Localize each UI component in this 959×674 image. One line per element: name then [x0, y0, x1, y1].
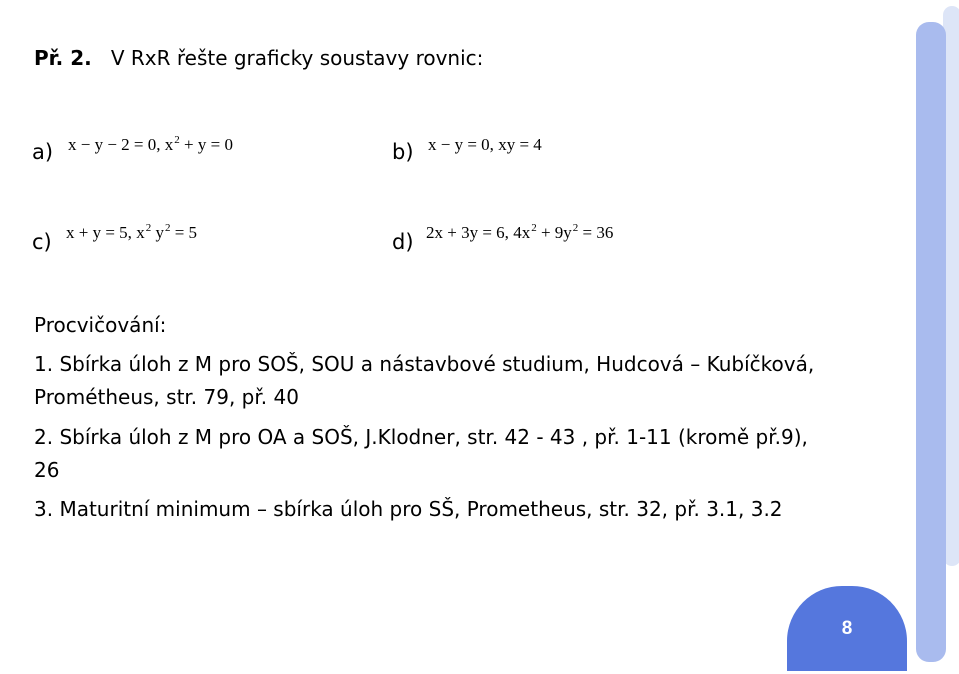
problem-b-label: b) — [392, 140, 414, 164]
problem-c-equation: x + y = 5, $x^2$ $y^2 = 5$ — [66, 222, 198, 242]
practice-item-2-line-2: 26 — [34, 458, 60, 482]
problem-b-equation: x − y = 0, xy = 4 — [428, 135, 542, 154]
title-prefix: Př. 2. — [34, 46, 92, 70]
slide-title — [34, 46, 483, 70]
title-text: V RxR řešte graficky soustavy rovnic: — [110, 46, 484, 70]
practice-heading: Procvičování: — [34, 313, 167, 337]
decor-bar-mid — [916, 22, 946, 662]
problem-d-label: d) — [392, 230, 414, 254]
problem-a-equation: x − y − 2 = 0, $x^2 + y = 0$ — [68, 134, 233, 154]
problem-d-equation: 2x + 3y = 6, $4x^2 + 9y^2 = 36$ — [426, 222, 614, 242]
problem-a-label: a) — [32, 140, 54, 164]
problem-c-label: c) — [32, 230, 52, 254]
practice-item-2-line-1: 2. Sbírka úloh z M pro OA a SOŠ, J.Klodner, str. 42 - 43 , př. 1-11 (kromě př.9), — [34, 425, 808, 449]
page-number: 8 — [787, 586, 907, 671]
practice-item-1-line-1: 1. Sbírka úloh z M pro SOŠ, SOU a nástavbové studium, Hudcová – Kubíčková, — [34, 352, 815, 376]
practice-item-3: 3. Maturitní minimum – sbírka úloh pro SŠ, Prometheus, str. 32, př. 3.1, 3.2 — [34, 497, 783, 521]
practice-item-1-line-2: Prométheus, str. 79, př. 40 — [34, 385, 299, 409]
